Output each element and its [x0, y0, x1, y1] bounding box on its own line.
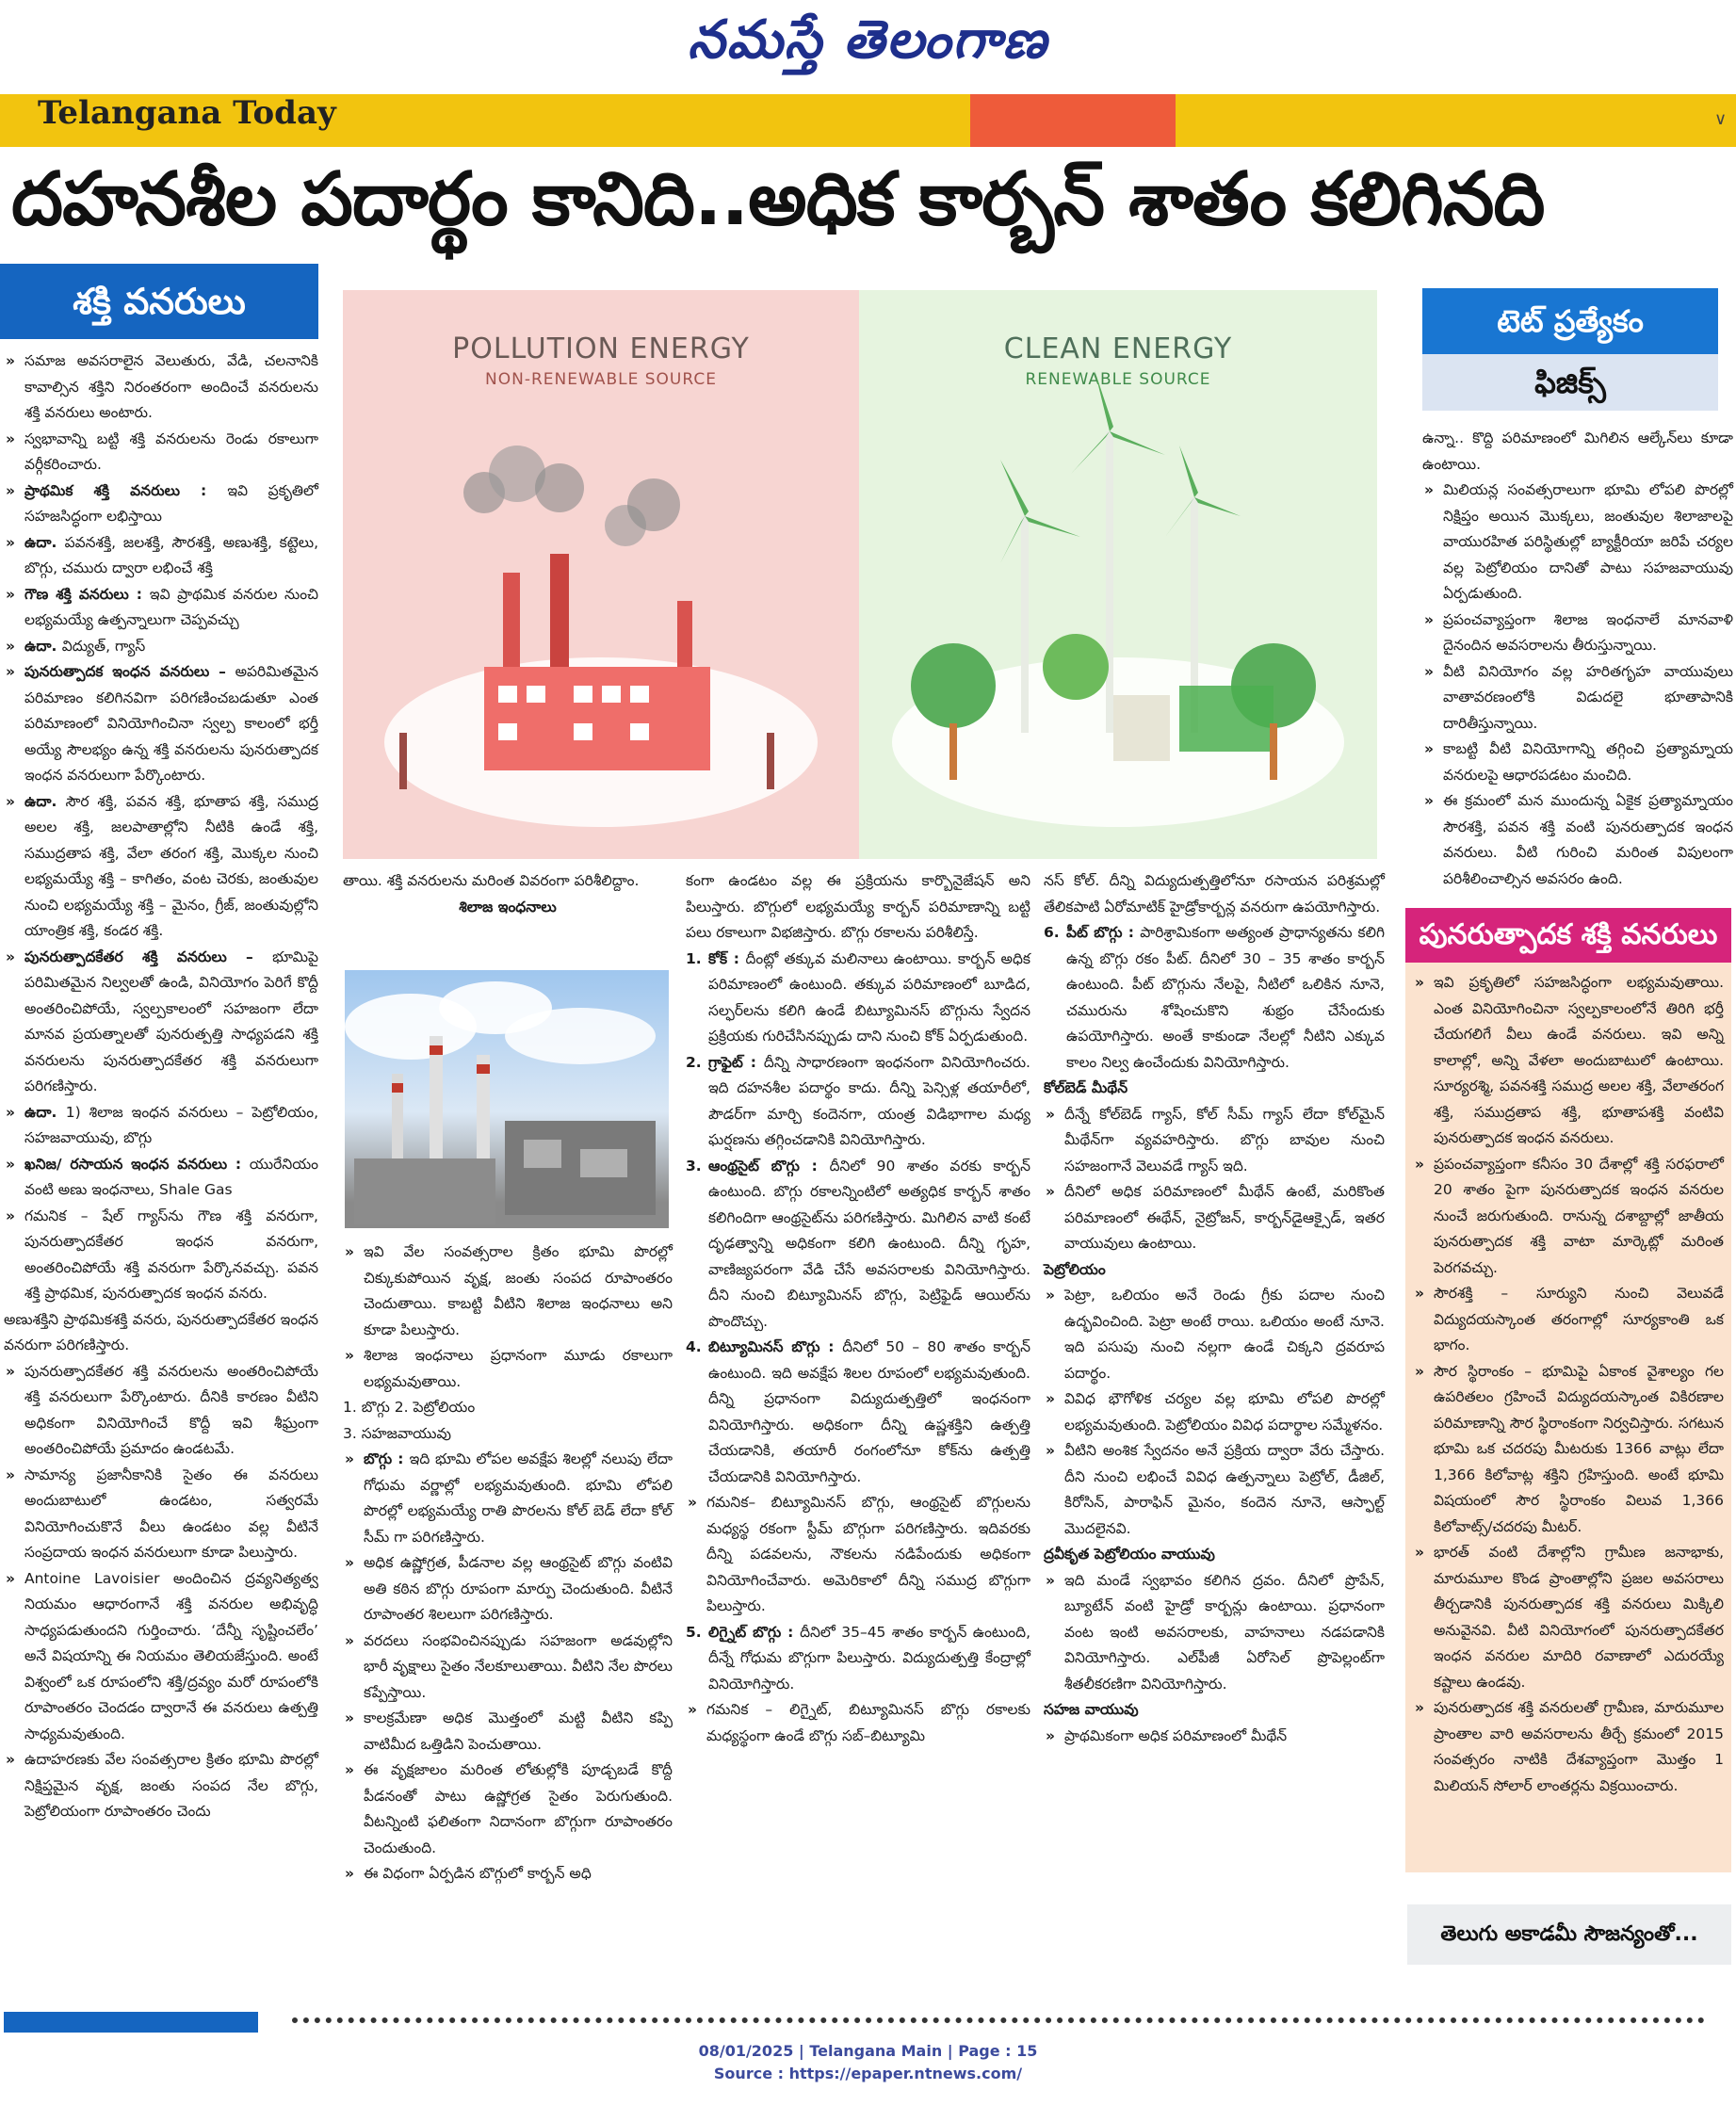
- paragraph: [4, 1566, 318, 1748]
- paragraph: [343, 1421, 673, 1448]
- paragraph: [1413, 1281, 1724, 1359]
- lead-term: ఉదా.: [24, 637, 62, 655]
- column-4: [1044, 868, 1385, 1749]
- paragraph-text: శిలాజ ఇంధనాలు ప్రధానంగా మూడు రకాలుగా లభ్యమవుతాయి.: [364, 1347, 673, 1390]
- paragraph: [1044, 1568, 1385, 1698]
- paragraph: [1413, 1359, 1724, 1541]
- paragraph: [1422, 659, 1733, 737]
- paragraph-text: కంగా ఉండటం వల్ల ఈ ప్రక్రియను కార్బొనైజేషన్ అని పిలుస్తారు. బొగ్గులో లభ్యమయ్యే కార్బన్ పరిమాణాన్ని బట్టి పలు రకాలుగా విభజిస్తారు. బొగ్గు రకాలను పరిశీలిస్తే.: [686, 872, 1030, 941]
- clean-title: CLEAN ENERGY: [1003, 332, 1233, 365]
- chevron-right-icon: ∨: [1714, 109, 1728, 129]
- lead-term: ఖనిజ/ రసాయన ఇంధన వనరులు :: [24, 1155, 250, 1173]
- paragraph: [1044, 1386, 1385, 1438]
- pollution-title: POLLUTION ENERGY: [452, 332, 750, 365]
- paragraph: [686, 1335, 1030, 1490]
- subheading: [1044, 1076, 1385, 1102]
- page-headline: దహనశీల పదార్థం కానిది..అధిక కార్బన్ శాతం కలిగినది: [11, 157, 1545, 242]
- item-number: 2.: [686, 1053, 702, 1071]
- renewable-illustration: [859, 290, 1377, 859]
- paragraph-text: పునరుత్పాదకేతర శక్తి వనరులను అంతరించిపోయే శక్తి వనరులుగా పేర్కొంటారు. దీనికి కారణం వీటిని అధికంగా వినియోగించే కొద్దీ ఇవి శీఘ్రంగా అంతరించిపోయే ప్రమాదం ఉండటమే.: [24, 1362, 318, 1457]
- lead-term: లిగ్నైట్ బొగ్గు :: [708, 1623, 801, 1641]
- paragraph: [343, 1628, 673, 1707]
- paragraph-text: ద్రవీకృత పెట్రోలియం వాయువు: [1044, 1546, 1215, 1563]
- paragraph-text: మిలియన్ల సంవత్సరాలుగా భూమి లోపలి పొరల్లో నిక్షిప్తం అయిన మొక్కలు, జంతువుల శిలాజాలపై వాయురహిత పరిస్థితుల్లో బ్యాక్టీరియా జరిపే చర్యల వల్ల పెట్రోలియం దానితో పాటు సహజవాయువు ఏర్పడుతుంది.: [1443, 481, 1733, 602]
- paragraph-text: భారత్ వంటి దేశాల్లోని గ్రామీణ జనాభాకు, మారుమూల కొండ ప్రాంతాల్లోని ప్రజల అవసరాలు తీర్చడానికి పునరుత్పాదక శక్తి వనరులు మిక్కిలి అనువైనవి. వీటి వినియోగంలో పునరుత్పాదకేతర ఇంధన వనరుల మాదిరి రవాణాలో ఎదురయ్యే కష్టాలు ఉండవు.: [1434, 1544, 1724, 1691]
- next-article-strip: [0, 2004, 1736, 2033]
- paragraph: [1422, 478, 1733, 608]
- paragraph: [1413, 1540, 1724, 1695]
- paragraph-text: కోల్‌బెడ్ మీథేన్: [1044, 1079, 1128, 1096]
- lead-term: పీట్ బొగ్గు :: [1066, 924, 1141, 941]
- physics-header: [1422, 354, 1718, 411]
- paragraph-text: ఇవి ప్రకృతిలో సహజసిద్ధంగా లభిస్తాయి: [24, 481, 318, 525]
- subheading: [1044, 1542, 1385, 1568]
- paragraph-text: సౌరశక్తి – సూర్యుని నుంచి వెలువడే విద్యుదయస్కాంత తరంగాల్లో సూర్యకాంతి ఒక భాగం.: [1434, 1285, 1724, 1353]
- lead-term: ఉదా.: [24, 533, 65, 551]
- newspaper-logo: నమస్తే తెలంగాణ: [688, 9, 1048, 71]
- lead-term: కోక్ :: [708, 949, 746, 967]
- factory-illustration: [343, 290, 859, 859]
- subheading: [1044, 1257, 1385, 1284]
- paragraph-text: పారిశ్రామికంగా అత్యంత ప్రాధాన్యతను కలిగి ఉన్న బొగ్గు రకం పీట్. దీనిలో 30 – 35 శాతం కార్బన్ ఉంటుంది. పీట్ బొగ్గును నేలపై, నీటిలో ఒలికిన నూనె, చమురును శోషించుకొని శుభ్రం చేసేందుకు ఉపయోగిస్తారు. అంతే కాకుండా నేలల్లో నీటిని ఎక్కువ కాలం నిల్వ ఉంచేందుకు వినియోగిస్తారు.: [1066, 924, 1385, 1071]
- paragraph-text: కాబట్టి వీటి వినియోగాన్ని తగ్గించి ప్రత్యామ్నాయ వనరులపై ఆధారపడటం మంచిది.: [1443, 740, 1733, 784]
- paragraph-text: ఈ విధంగా ఏర్పడిన బొగ్గులో కార్బన్ అధి: [364, 1865, 592, 1882]
- column-3: [686, 868, 1030, 1749]
- paragraph-text: ఈ క్రమంలో మన ముందున్న ఏకైక ప్రత్యామ్నాయం సౌరశక్తి, పవన శక్తి వంటి పునరుత్పాదక ఇంధన వనరులు. వీటి గురించి మరింత విపులంగా పరిశీలించాల్సిన అవసరం ఉంది.: [1443, 792, 1733, 887]
- paragraph-text: ఇది భూమి లోపల అవక్షేప శిలల్లో నలుపు లేదా గోధుమ వర్ణాల్లో లభ్యమవుతుంది. భూమి లోపలి పొరల్లో లభ్యమయ్యే రాతి పొరలను కోల్ బెడ్ లేదా కోల్ సీమ్ గా పరిగణిస్తారు.: [364, 1450, 673, 1546]
- masthead: [0, 0, 1736, 94]
- paragraph-text: వీటి వినియోగం వల్ల హరితగృహ వాయువులు వాతావరణంలోకి విడుదలై భూతాపానికి దారితీస్తున్నాయి.: [1443, 662, 1733, 732]
- column-2-body: [343, 1239, 673, 1887]
- paragraph-text: దీనిలో 50 – 80 శాతం కార్బన్ ఉంటుంది. ఇది అవక్షేప శిలల రూపంలో లభ్యమవుతుంది. దీన్ని ప్రధానంగా విద్యుదుత్పత్తిలో ఇంధనంగా వినియోగిస్తారు. అధికంగా దీన్ని ఉష్ణశక్తిని ఉత్పత్తి చేయడానికి, తయారీ రంగంలోనూ కోక్‌ను ఉత్పత్తి చేయడానికి వినియోగిస్తారు.: [708, 1338, 1030, 1485]
- paragraph: [4, 1100, 318, 1152]
- power-plant-photo: [345, 970, 669, 1228]
- column-2: [343, 868, 673, 920]
- paragraph-text: సహజ వాయువు: [1044, 1701, 1139, 1718]
- paragraph: [1422, 788, 1733, 892]
- paragraph-text: గమనిక – లిగ్నైట్, బిట్యూమినస్ బొగ్గు రకాలకు మధ్యస్థంగా ఉండే బొగ్గు సబ్–బిట్యూమి: [706, 1701, 1030, 1744]
- paragraph: [343, 1706, 673, 1758]
- paragraph: [4, 582, 318, 634]
- lead-term: పునరుత్పాదక ఇంధన వనరులు –: [24, 663, 235, 680]
- paragraph-text: సౌర శక్తి, పవన శక్తి, భూతాప శక్తి, సముద్ర అలల శక్తి, జలపాతాల్లోని నీటికి ఉండే శక్తి, సముద్రతాప శక్తి, వేలా తరంగ శక్తి, మొక్కల నుంచి లభ్యమయ్యే శక్తి – కాగితం, వంట చెరకు, జంతువుల నుంచి లభ్యమయ్యే శక్తి – మైనం, గ్రీజ్, జంతువుల్లోని యాంత్రిక శక్తి, కండర శక్తి.: [24, 792, 318, 939]
- paragraph-text: సామాన్య ప్రజానీకానికి సైతం ఈ వనరులు అందుబాటులో ఉండటం, సత్వరమే వినియోగించుకొనే వీలు ఉండటం వల్ల వీటినే సంప్రదాయ ఇంధన వనరులుగా కూడా పిలుస్తారు.: [24, 1466, 318, 1561]
- paragraph-text: అణుశక్తిని ప్రాథమికశక్తి వనరు, పునరుత్పాదకేతర ఇంధన వనరుగా పరిగణిస్తారు.: [4, 1310, 318, 1353]
- paragraph: [4, 427, 318, 478]
- paragraph: [1044, 1438, 1385, 1542]
- paragraph: [686, 868, 1030, 947]
- paragraph-text: 3. సహజవాయువు: [343, 1424, 451, 1442]
- paragraph-text: పవనశక్తి, జలశక్తి, సౌరశక్తి, అణుశక్తి, కట్టెలు, బొగ్గు, చమురు ద్వారా లభించే శక్తి: [24, 533, 318, 576]
- paragraph: [4, 530, 318, 582]
- lead-term: గ్రాఫైట్ :: [708, 1053, 764, 1071]
- item-number: 4.: [686, 1338, 702, 1355]
- paragraph-text: వివిధ భౌగోళిక చర్యల వల్ల భూమి లోపలి పొరల్లో లభ్యమవుతుంది. పెట్రోలియం వివిధ పదార్థాల సమ్మేళనం.: [1064, 1390, 1385, 1434]
- paragraph: [686, 1697, 1030, 1749]
- pollution-subtitle: NON-RENEWABLE SOURCE: [485, 370, 717, 389]
- left-section-title: శక్తి వనరులు: [73, 281, 246, 322]
- paragraph-text: పెట్రా, ఒలియం అనే రెండు గ్రీకు పదాల నుంచి ఉద్భవించింది. పెట్రా అంటే రాయి. ఒలియం అంటే నూనె. ఇది పసుపు నుంచి నల్లగా ఉండే చిక్కని ద్రవరూప పదార్థం.: [1064, 1287, 1385, 1382]
- paragraph: [686, 947, 1030, 1050]
- cut-off-text-line: [292, 2017, 1705, 2033]
- paragraph: [686, 1490, 1030, 1620]
- item-number: 6.: [1044, 924, 1060, 941]
- paragraph-text: దీనిలో 90 శాతం వరకు కార్బన్ ఉంటుంది. బొగ్గు రకాలన్నింటిలో అత్యధిక కార్బన్ శాతం కలిగిందిగా ఆంథ్రసైట్‌ను పరిగణిస్తారు. మిగిలిన వాటి కంటే దృఢత్వాన్ని అధికంగా కలిగి ఉంటుంది. దీన్ని గృహ, వాణిజ్యపరంగా వేడి చేసే అవసరాలకు వినియోగిస్తారు. దీని నుంచి బిట్యూమినస్ బొగ్గు, పెట్రిఫైడ్ ఆయిల్‌ను పొందొచ్చు.: [708, 1157, 1030, 1330]
- lead-term: ఉదా.: [24, 792, 66, 810]
- paragraph: [4, 1204, 318, 1307]
- paragraph: [1044, 1102, 1385, 1180]
- paragraph-text: ఇవి ప్రాథమిక వనరుల నుంచి లభ్యమయ్యే ఉత్పన్నాలుగా చెప్పవచ్చు: [24, 585, 318, 628]
- footer-source: Source : https://epaper.ntnews.com/: [713, 2065, 1023, 2082]
- item-number: 3.: [686, 1157, 702, 1174]
- paragraph-text: భూమిపై పరిమితమైన నిల్వలతో ఉండి, వినియోగం పెరిగే కొద్దీ అంతరించిపోయే, స్వల్పకాలంలో సహజంగా లేదా మానవ ప్రయత్నాలతో పునరుత్పత్తి సాధ్యపడని శక్తి వనరులను పునరుత్పాదకేతర శక్తి వనరులుగా పరిగణిస్తారు.: [24, 948, 318, 1094]
- paragraph: [4, 1152, 318, 1204]
- lead-term: గౌణ శక్తి వనరులు :: [24, 585, 150, 603]
- paragraph-text: ప్రపంచవ్యాప్తంగా శిలాజ ఇంధనాలే మానవాళి దైనందిన అవసరాలను తీరుస్తున్నాయి.: [1443, 610, 1733, 654]
- physics-title: ఫిజిక్స్: [1534, 364, 1606, 400]
- lead-term: బిట్యూమినస్ బొగ్గు :: [708, 1338, 843, 1355]
- paragraph-text: దీనిలో అధిక పరిమాణంలో మీథేన్ ఉంటే, మరికొంత పరిమాణంలో ఈథేన్, నైట్రోజన్, కార్బన్‌డైఆక్సైడ్, ఇతర వాయువులు ఉంటాయి.: [1064, 1183, 1385, 1252]
- credit-text: తెలుగు అకాడమీ సౌజన్యంతో...: [1440, 1922, 1698, 1946]
- paragraph: [686, 1620, 1030, 1698]
- lead-term: ప్రాథమిక శక్తి వనరులు :: [24, 481, 228, 499]
- tet-special-header: [1422, 288, 1718, 354]
- paragraph: [1422, 737, 1733, 788]
- lead-term: ఉదా.: [24, 1103, 66, 1121]
- paragraph-text: యురేనియం వంటి అణు ఇంధనాలు, Shale Gas: [24, 1155, 318, 1198]
- paragraph: [343, 1447, 673, 1550]
- credit-box: [1407, 1904, 1731, 1965]
- paragraph: [1413, 970, 1724, 1152]
- column-2-top: [343, 868, 673, 920]
- paragraph-text: వీటిని అంశిక స్వేదనం అనే ప్రక్రియ ద్వారా వేరు చేస్తారు. దీని నుంచి లభించే వివిధ ఉత్పన్నాలు పెట్రోల్, డీజిల్, కిరోసిన్, పారాఫిన్ మైనం, కందెన నూనె, ఆస్ఫాల్ట్ మొదలైనవి.: [1064, 1442, 1385, 1537]
- paragraph-text: అధిక ఉష్ణోగ్రత, పీడనాల వల్ల ఆంథ్రసైట్ బొగ్గు వంటివి అతి కఠిన బొగ్గు రూపంగా మార్పు చెందుతుంది. వీటినే రూపాంతర శిలలుగా పరిగణిస్తారు.: [364, 1554, 673, 1623]
- paragraph-text: దీంట్లో తక్కువ మలినాలు ఉంటాయి. కార్బన్ అధిక పరిమాణంలో ఉంటుంది. తక్కువ పరిమాణంలో బూడిద, సల్ఫర్‌లను కలిగి ఉండే బిట్యూమినస్ బొగ్గును స్వేదన ప్రక్రియకు గురిచేసినప్పుడు దాని నుంచి కోక్ ఏర్పడుతుంది.: [708, 949, 1030, 1045]
- telangana-today-label: Telangana Today: [38, 94, 336, 132]
- paragraph-text: స్వభావాన్ని బట్టి శక్తి వనరులను రెండు రకాలుగా వర్గీకరించారు.: [24, 429, 318, 473]
- paragraph-text: నస్ కోల్. దీన్ని విద్యుదుత్పత్తిలోనూ రసాయన పరిశ్రమల్లో తేలికపాటి ఏరోమాటిక్ హైడ్రోకార్బన్ల వనరుగా ఉపయోగిస్తారు.: [1044, 872, 1385, 915]
- paragraph-text: వరదలు సంభవించినప్పుడు సహజంగా అడవుల్లోని భారీ వృక్షాలు సైతం నేలకూలుతాయి. వీటిని నేల పొరలు కప్పేస్తాయి.: [364, 1631, 673, 1701]
- renewable-section-header: [1405, 908, 1731, 963]
- paragraph-text: గమనిక – షేల్ గ్యాస్‌ను గౌణ శక్తి వనరుగా, పునరుత్పాదకేతర ఇంధన వనరుగా, అంతరించిపోయే శక్తి వనరుగా పేర్కొనవచ్చు. పవన శక్తి ప్రాథమిక, పునరుత్పాదక ఇంధన వనరు.: [24, 1207, 318, 1302]
- paragraph-text: విద్యుత్, గ్యాస్: [61, 637, 146, 655]
- paragraph-text: శిలాజ ఇంధనాలు: [459, 898, 557, 915]
- item-number: 1.: [686, 949, 702, 967]
- headline-block: [0, 155, 1736, 259]
- paragraph: [343, 1550, 673, 1628]
- paragraph: [4, 634, 318, 660]
- paragraph: [343, 868, 673, 895]
- paragraph-text: ఈ వృక్షజాలం మరింత లోతుల్లోకి పూడ్చబడే కొద్దీ పీడనంతో పాటు ఉష్ణోగ్రత సైతం పెరుగుతుంది. వీటన్నింటి ఫలితంగా నిదానంగా బొగ్గుగా రూపాంతరం చెందుతుంది.: [364, 1761, 673, 1856]
- left-section-header: [0, 264, 318, 339]
- paragraph-text: దీన్ని సాధారణంగా ఇంధనంగా వినియోగించరు. ఇది దహనశీల పదార్థం కాదు. దీన్ని పెన్సిళ్ల తయారీలో, పౌడర్‌గా మార్చి కందెనగా, యంత్ర విడిభాగాల మధ్య ఘర్షణను తగ్గించడానికి వినియోగిస్తారు.: [708, 1053, 1030, 1148]
- paragraph-text: ఉన్నా.. కొద్ది పరిమాణంలో మిగిలిన ఆల్కేన్‌లు కూడా ఉంటాయి.: [1422, 429, 1733, 473]
- paragraph-text: తాయి. శక్తి వనరులను మరింత వివరంగా పరిశీలిద్దాం.: [343, 872, 640, 889]
- paragraph-text: సమాజ అవసరాలైన వెలుతురు, వేడి, చలనానికి కావాల్సిన శక్తిని నిరంతరంగా అందించే వనరులను శక్తి వనరులు అంటారు.: [24, 352, 318, 421]
- paragraph: [1044, 1283, 1385, 1386]
- paragraph: [1422, 426, 1733, 478]
- left-column: [4, 348, 318, 1825]
- paragraph-text: 1. బొగ్గు 2. పెట్రోలియం: [343, 1399, 476, 1416]
- paragraph-text: కాలక్రమేణా అధిక మొత్తంలో మట్టి వీటిని కప్పి వాటిమీద ఒత్తిడిని పెంచుతాయి.: [364, 1709, 673, 1753]
- lead-term: బొగ్గు :: [364, 1450, 410, 1467]
- renewable-section-title: పునరుత్పాదక శక్తి వనరులు: [1419, 918, 1718, 951]
- lead-term: పునరుత్పాదకేతర శక్తి వనరులు –: [24, 948, 273, 965]
- paragraph: [343, 1395, 673, 1421]
- clean-subtitle: RENEWABLE SOURCE: [1025, 370, 1211, 389]
- paragraph-text: పునరుత్పాదక శక్తి వనరులతో గ్రామీణ, మారుమూల ప్రాంతాల వారి అవసరాలను తీర్చే క్రమంలో 2015 సంవత్సరం నాటికి దేశవ్యాప్తంగా మొత్తం 1 మిలియన్ సోలార్ లాంతర్లను విక్రయించారు.: [1434, 1699, 1724, 1794]
- paragraph-text: దీనిలో 35–45 శాతం కార్బన్ ఉంటుంది, దీన్నే గోధుమ బొగ్గుగా పిలుస్తారు. విద్యుదుత్పత్తి కేంద్రాల్లో వినియోగిస్తారు.: [708, 1623, 1030, 1693]
- paragraph: [4, 348, 318, 427]
- paragraph: [343, 1758, 673, 1861]
- top-banner: [0, 94, 1736, 147]
- paragraph: [686, 1050, 1030, 1154]
- paragraph-text: 1) శిలాజ ఇంధన వనరులు – పెట్రోలియం, సహజవాయువు, బొగ్గు: [24, 1103, 318, 1146]
- paragraph: [4, 1359, 318, 1463]
- paragraph: [4, 1307, 318, 1359]
- paragraph-text: గమనిక– బిట్యూమినస్ బొగ్గు, ఆంథ్రసైట్ బొగ్గులను మధ్యస్థ రకంగా స్టీమ్ బొగ్గుగా పరిగణిస్తారు. ఇదివరకు దీన్ని పడవలను, నౌకలను నడిపేందుకు అధికంగా వినియోగించేవారు. అమెరికాలో దీన్ని సముద్ర బొగ్గుగా పిలుస్తారు.: [706, 1494, 1030, 1614]
- paragraph: [1044, 868, 1385, 920]
- paragraph: [343, 1861, 673, 1887]
- paragraph: [4, 1747, 318, 1825]
- paragraph-text: ఇది మండే స్వభావం కలిగిన ద్రవం. దీనిలో ప్రొపేన్, బ్యూటేన్ వంటి హైడ్రో కార్బన్లు ఉంటాయి. ప్రధానంగా వంట ఇంటి అవసరాలకు, వాహనాలు నడపడానికి వినియోగిస్తారు. ఎల్‌పీజీ ఏరోసెల్ ప్రొపెల్లంట్‌గా శీతలీకరణిగా వినియోగిస్తారు.: [1064, 1571, 1385, 1693]
- paragraph: [1044, 1179, 1385, 1257]
- paragraph-text: అపరిమితమైన పరిమాణం కలిగినవిగా పరిగణించబడుతూ ఎంత పరిమాణంలో వినియోగించినా స్వల్ప కాలంలో భర్తీ అయ్యే సౌలభ్యం ఉన్న శక్తి వనరులను పునరుత్పాదక ఇంధన వనరులుగా పేర్కొంటారు.: [24, 663, 318, 784]
- subheading: [343, 895, 673, 921]
- supplement-logo-box: [970, 94, 1176, 147]
- pollution-energy-panel: [343, 290, 859, 859]
- paragraph-text: ఇవి ప్రకృతిలో సహజసిద్ధంగా లభ్యమవుతాయి. ఎంత వినియోగించినా స్వల్పకాలంలోనే తిరిగి భర్తీ చేయగలిగే వీలు ఉండే వనరులు. ఇవి అన్ని కాలాల్లో, అన్ని వేళలా అందుబాటులో ఉంటాయి. సూర్యరశ్మి, పవనశక్తి సముద్ర అలల శక్తి, వేలాతరంగ శక్తి, సముద్రతాప శక్తి, భూతాపశక్తి వంటివి పునరుత్పాదక ఇంధన వనరులు.: [1434, 974, 1724, 1146]
- power-plant-drawing: [345, 970, 669, 1228]
- paragraph: [4, 1463, 318, 1566]
- right-column-top: [1422, 426, 1733, 892]
- paragraph: [343, 1239, 673, 1343]
- renewable-section-body: [1413, 970, 1724, 1799]
- tet-special-title: టెట్ ప్రత్యేకం: [1497, 303, 1644, 339]
- paragraph: [1422, 608, 1733, 659]
- footer-date-page: 08/01/2025 | Telangana Main | Page : 15: [698, 2042, 1038, 2060]
- energy-illustration: [343, 290, 1377, 859]
- paragraph: [4, 789, 318, 945]
- paragraph: [4, 659, 318, 789]
- paragraph: [4, 478, 318, 530]
- paragraph: [1413, 1152, 1724, 1282]
- paragraph-text: ఉదాహరణకు వేల సంవత్సరాల క్రితం భూమి పొరల్లో నిక్షిప్తమైన వృక్ష, జంతు సంపద నేల బొగ్గు, పెట్రోలియంగా రూపాంతరం చెందు: [24, 1751, 318, 1820]
- paragraph-text: Antoine Lavoisier అందించిన ద్రవ్యనిత్యత్వ నియమం ఆధారంగానే శక్తి వనరుల అభివృద్ధి సాధ్యపడుతుందని గుర్తించారు. ‘దేన్నీ సృష్టించలేం’ అనే విషయాన్ని ఈ నియమం తెలియజేస్తుంది. అంటే విశ్వంలో ఒక రూపంలోని శక్తి/ద్రవ్యం మరో రూపంలోకి రూపాంతరం చెందడం ద్వారానే ఈ వనరులు ఉత్పత్తి సాధ్యమవుతుంది.: [24, 1569, 318, 1742]
- paragraph-text: ఇవి వేల సంవత్సరాల క్రితం భూమి పొరల్లో చిక్కుకుపోయిన వృక్ష, జంతు సంపద రూపాంతరం చెందుతాయి. కాబట్టి వీటిని శిలాజ ఇంధనాలు అని కూడా పిలుస్తారు.: [364, 1243, 673, 1338]
- paragraph: [686, 1154, 1030, 1336]
- paragraph: [1413, 1695, 1724, 1799]
- next-article-header-bar: [4, 2012, 258, 2033]
- paragraph-text: ప్రాథమికంగా అధిక పరిమాణంలో మీథేన్: [1064, 1726, 1288, 1744]
- subheading: [1044, 1697, 1385, 1724]
- paragraph: [1044, 1724, 1385, 1750]
- paragraph-text: ప్రపంచవ్యాప్తంగా కనీసం 30 దేశాల్లో శక్తి సరఫరాలో 20 శాతం పైగా పునరుత్పాదక ఇంధన వనరుల నుంచే జరుగుతుంది. రానున్న దశాబ్దాల్లో జాతీయ పునరుత్పాదక శక్తి వాటా మార్కెట్లో మరింత పెరగవచ్చు.: [1434, 1155, 1724, 1276]
- paragraph-text: సౌర స్థిరాంకం – భూమిపై ఏకాంక వైశాల్యం గల ఉపరితలం గ్రహించే విద్యుదయస్కాంత వికిరణాల పరిమాణాన్ని సౌర స్థిరాంకంగా నిర్వచిస్తారు. సగటున భూమి ఒక చదరపు మీటరుకు 1366 వాట్లు లేదా 1,366 కిలోవాట్ల శక్తిని గ్రహిస్తుంది. అంటే భూమి విషయంలో సౌర స్థిరాంకం విలువ 1,366 కిలోవాట్స్/చదరపు మీటర్.: [1434, 1362, 1724, 1535]
- paragraph: [4, 945, 318, 1100]
- paragraph-text: దీన్నే కోల్‌బెడ్ గ్యాస్, కోల్ సీమ్ గ్యాస్ లేదా కోల్‌మైన్ మీథేన్‌గా వ్యవహరిస్తారు. బొగ్గు బావుల నుంచి సహజంగానే వెలువడే గ్యాస్ ఇది.: [1064, 1105, 1385, 1174]
- lead-term: ఆంథ్రసైట్ బొగ్గు :: [708, 1157, 830, 1174]
- paragraph: [343, 1343, 673, 1395]
- clean-energy-panel: [859, 290, 1377, 859]
- paragraph: [1044, 920, 1385, 1076]
- item-number: 5.: [686, 1623, 702, 1641]
- paragraph-text: పెట్రోలియం: [1044, 1260, 1106, 1278]
